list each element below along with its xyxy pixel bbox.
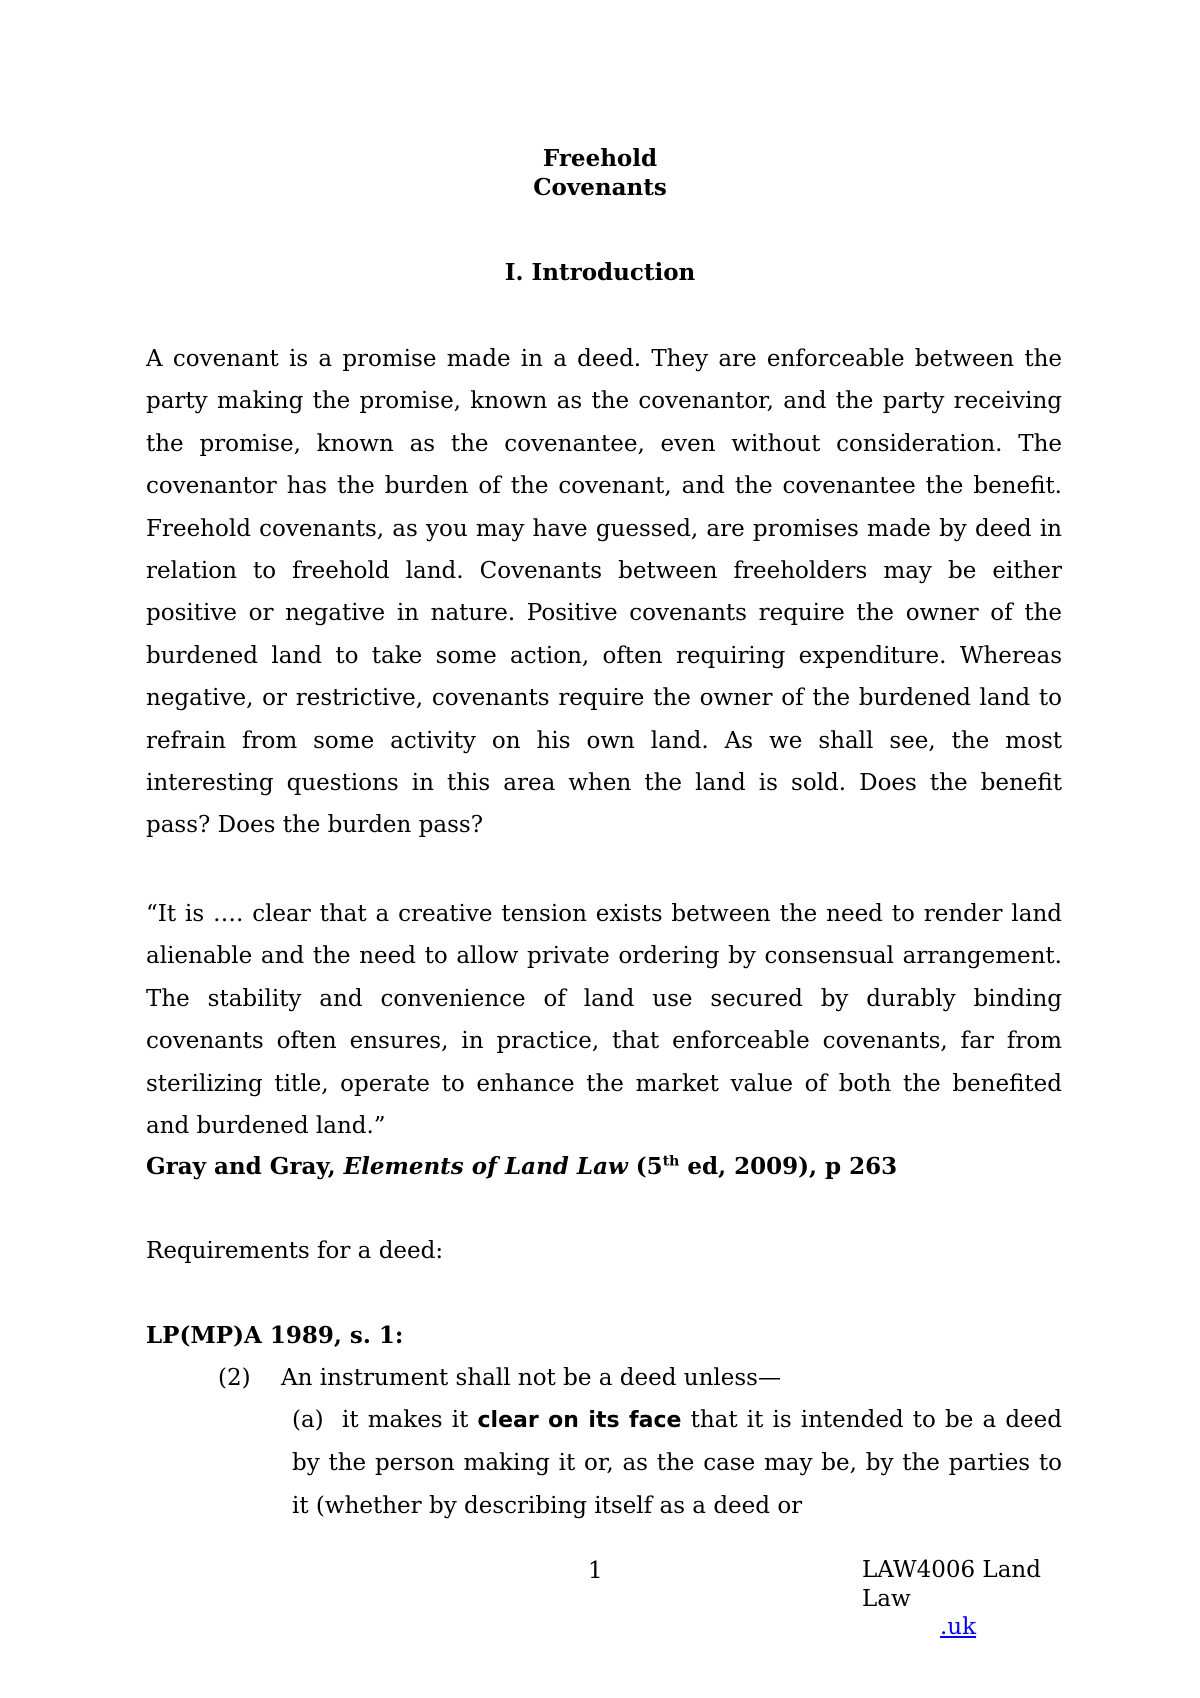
paragraph-a-text-before: it makes it [342, 1407, 478, 1433]
citation-edition-open: (5 [627, 1153, 663, 1180]
paragraph-a-emphasis: clear on its face [477, 1408, 682, 1433]
doc-title-line-1: Freehold [542, 145, 658, 172]
block-quote: “It is …. clear that a creative tension exists between the need to render land alienable and the need to allow private ordering by consensual arrangement. The stability and convenience of land use secured by durably binding covenants often ensures, in practice, that enforceable covenants, far from sterilizing title, operate to enhance the market value of both the benefited and burdened land.” [146, 901, 1062, 1140]
statute-paragraph-a [292, 1399, 1062, 1527]
statute-reference: LP(MP)A 1989, s. 1: [146, 1322, 404, 1349]
statute-subsection-2 [218, 1357, 781, 1399]
citation-edition-sup: th [662, 1153, 680, 1170]
citation-book-title: Elements of Land Law [343, 1153, 628, 1180]
section-heading: I. Introduction [504, 259, 696, 286]
subsection-2-text: An instrument shall not be a deed unless— [281, 1365, 781, 1391]
paragraph-a-number: (a) [292, 1407, 324, 1433]
footer-course-label: LAW4006 Land Law [862, 1557, 1041, 1612]
subsection-2-number: (2) [218, 1365, 251, 1391]
intro-paragraph: A covenant is a promise made in a deed. They are enforceable between the party making the promise, known as the covenantor, and the party receiving the promise, known as the covenantee, even without consideration. The covenantor has the burden of the covenant, and the covenantee the benefit. Freehold covenants, as you may have guessed, are promises made by deed in relation to freehold land. Covenants between freeholders may be either positive or negative in nature. Positive covenants require the owner of the burdened land to take some action, often requiring expenditure. Whereas negative, or restrictive, covenants require the owner of the burdened land to refrain from some activity on his own land. As we shall see, the most interesting questions in this area when the land is sold. Does the benefit pass? Does the burden pass? [146, 346, 1062, 839]
page-number: 1 [588, 1558, 603, 1584]
requirements-heading: Requirements for a deed: [146, 1238, 444, 1264]
quote-citation [146, 1146, 1062, 1188]
footer-link[interactable]: .uk [940, 1614, 977, 1640]
citation-edition-rest: ed, 2009), p 263 [679, 1153, 898, 1180]
citation-authors: Gray and Gray, [146, 1153, 344, 1180]
doc-title-line-2: Covenants [533, 174, 667, 201]
paragraph-a-text-after: that it is intended to be a deed by the person making it or, as the case may be, by the parties to it (whether by describing itself as a deed or [292, 1407, 1062, 1519]
